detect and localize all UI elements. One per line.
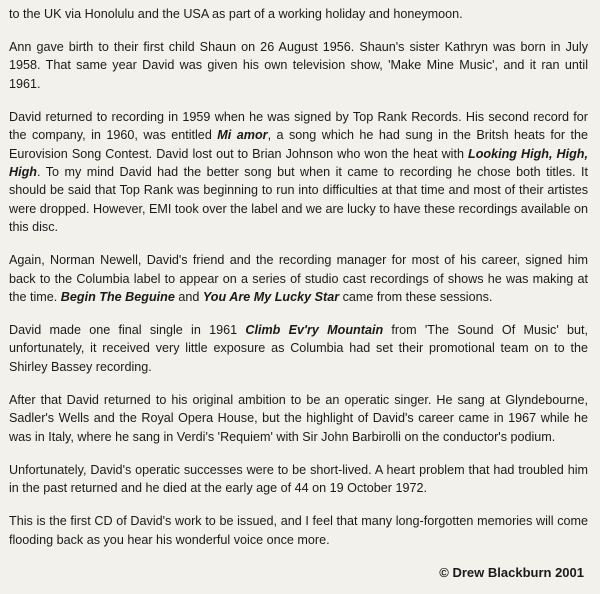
paragraph [9, 461, 588, 498]
text-run: Ann gave birth to their first child Shaun on 26 August 1956. Shaun's sister Kathryn was born in July 1958. That same year David was given his own television show, 'Make Mine Music', and it ran until 1961. [9, 40, 588, 91]
text-run: and [174, 290, 203, 305]
paragraph [9, 108, 588, 237]
song-title: Mi amor [217, 128, 268, 143]
text-run: , a song which he had sung in the Britsh heats for the Eurovision Song Contest. David lost out to Brian Johnson who won the heat with [9, 128, 588, 161]
text-run: David made one final single in 1961 [9, 323, 246, 338]
text-run: David returned to recording in 1959 when he was signed by Top Rank Records. His second record for the company, in 1960, was entitled [9, 109, 588, 143]
text-run: from 'The Sound Of Music' but, unfortunately, it received very little exposure as Columbia had set their promotional team on to the Shirley Bassey recording. [9, 323, 589, 374]
paragraph [9, 391, 588, 446]
paragraph [9, 512, 588, 549]
body-text [9, 5, 588, 549]
paragraph [9, 251, 588, 306]
text-run: Unfortunately, David's operatic successes were to be short-lived. A heart problem that had troubled him in the past returned and he died at the early age of 44 on 19 October 1972. [9, 462, 588, 496]
author-credit: © Drew Blackburn 2001 [439, 565, 584, 580]
song-title: Begin The Beguine [60, 290, 175, 305]
text-run: came from these sessions. [339, 290, 493, 305]
text-run: After that David returned to his original ambition to be an operatic singer. He sang at Glyndebourne, Sadler's Wells and the Royal Opera House, but the highlight of David's career came in 1967 while he was in Italy, where he sang in Verdi's 'Requiem' with Sir John Barbirolli on the conductor's podium. [9, 392, 588, 444]
text-run: Again, Norman Newell, David's friend and the recording manager for most of his career, signed him back to the Columbia label to appear on a series of studio cast recordings of shows he was making at the time. [9, 253, 588, 305]
song-title: Looking High, High, High [9, 146, 589, 180]
song-title: Climb Ev'ry Mountain [245, 323, 384, 338]
paragraph [9, 5, 588, 23]
song-title: You Are My Lucky Star [202, 290, 340, 305]
text-run: . To my mind David had the better song but when it came to recording he chose both titles. It should be said that Top Rank was beginning to run into difficulties at that time and most of their artistes were dropped. However, EMI took over the label and we are lucky to have these recordings available on this disc. [9, 165, 588, 235]
paragraph [9, 321, 588, 376]
paragraph [9, 38, 588, 93]
text-run: to the UK via Honolulu and the USA as part of a working holiday and honeymoon. [9, 7, 463, 21]
text-run: This is the first CD of David's work to be issued, and I feel that many long-forgotten memories will come flooding back as you hear his wonderful voice once more. [9, 514, 588, 547]
